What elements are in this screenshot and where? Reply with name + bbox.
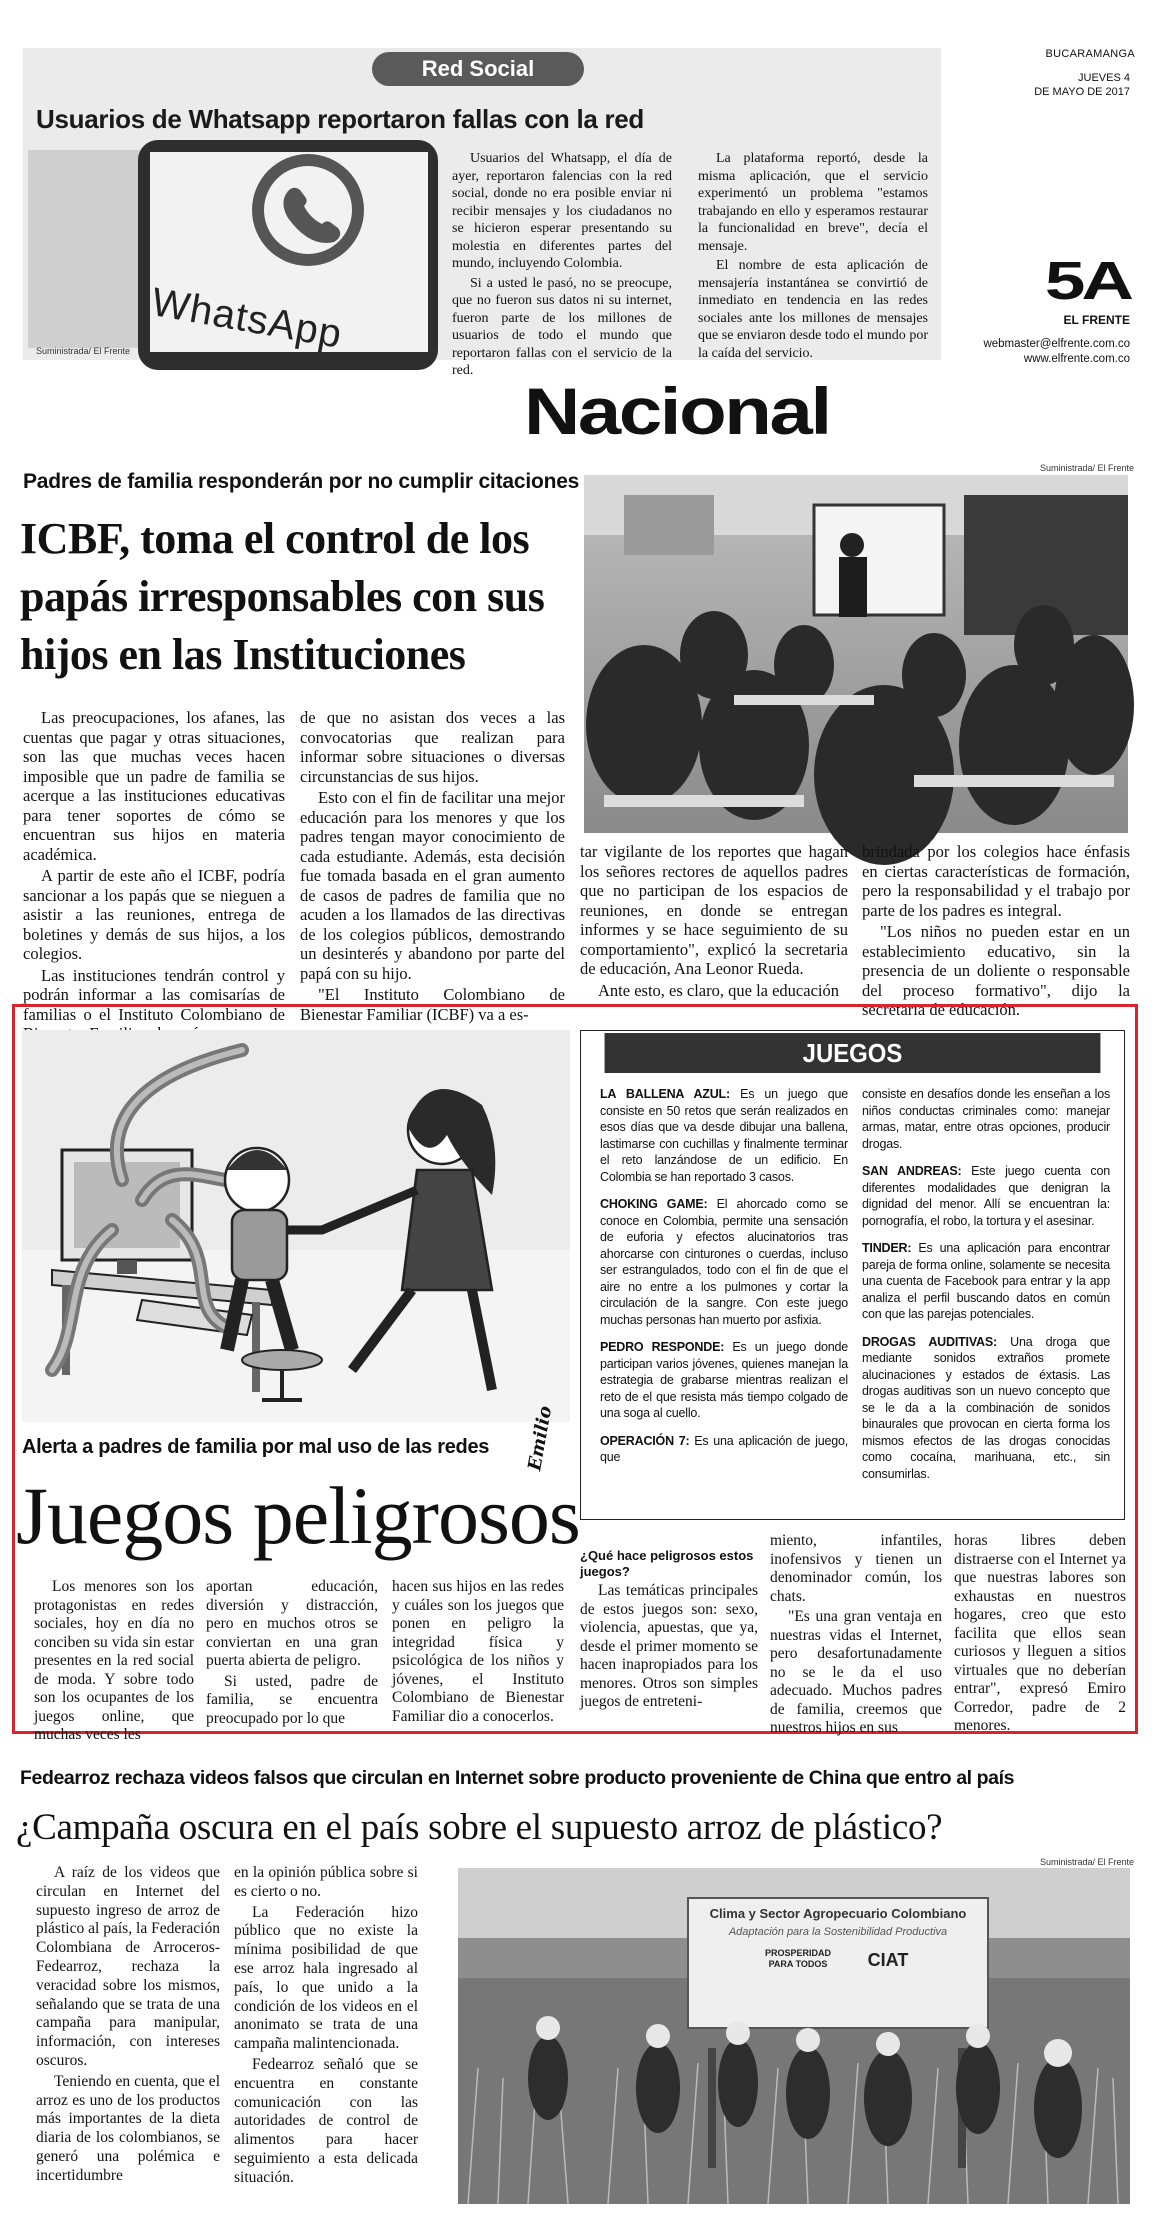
juegos-box-title: JUEGOS [605, 1033, 1101, 1073]
paragraph: brindada por los colegios hace énfasis en ciertas características de formación, pero la responsabilidad y el trabajo por parte de los padres es integral. [862, 842, 1130, 920]
juegos-col5 [770, 1532, 942, 1740]
paragraph: Fedearroz señaló que se encuentra en constante comunicación con las autoridades de control de alimentos para hacer seguimiento a esta delicada situación. [234, 2055, 418, 2186]
red-social-headline: Usuarios de Whatsapp reportaron fallas con la red [36, 104, 645, 134]
arroz-headline: ¿Campaña oscura en el país sobre el supuesto arroz de plástico? [16, 1807, 943, 1848]
arroz-kicker: Fedearroz rechaza videos falsos que circulan en Internet sobre producto proveniente de China que entro al país [20, 1767, 1015, 1789]
icbf-col1 [23, 708, 285, 1046]
juegos-box-left-col [600, 1086, 848, 1477]
header-email: webmaster@elfrente.com.co [983, 338, 1130, 350]
juegos-headline: Juegos peligrosos [16, 1470, 580, 1561]
cartoon-signature: Emilio [523, 1404, 556, 1473]
game-entry: LA BALLENA AZUL: Es un juego que consiste en 50 retos que serán realizados en esos días que va desde dibujar una ballena, lastimarse con cuchillas y finalmente terminar el reto lanzándose de un edificio. En Colombia se han reportado 3 casos. [600, 1087, 848, 1184]
paragraph: Las instituciones tendrán control y podrán informar a las comisarías de familias o el Instituto Colombiano de [23, 965, 285, 1024]
game-entry: DROGAS AUDITIVAS: Una droga que mediante sonidos extraños promete alucinaciones y estados de éxtasis. Las drogas auditivas son un nuevo concepto que se le da a la combinación de sonidos binaurales que provocan en cierta forma los mismos efectos de las drogas conocidas como cocaína, marihuana, etc., sin consumirlas. [862, 1334, 1110, 1481]
paragraph: Las preocupaciones, los afanes, las cuentas que pagar y otras situaciones, son las que muchas veces hacen imposible que un padre de familia se acerque a las instituciones educativas para tener soportes de cómo se encuentran sus hijos en materia académica. [23, 708, 285, 864]
paragraph: A raíz de los videos que circulan en Internet del supuesto ingreso de arroz de plástico al país, la Federación Colombiana de Arroceros-Fedearroz, rechaza la veracidad sobre los mismos, señalando que se trata de una campaña para manipular, información, con intereses oscuros. [36, 1864, 220, 2069]
game-entry: PEDRO RESPONDE: Es un juego donde participan varios jóvenes, quienes manejan la estrategia de grabarse mientras realizan el reto de el que resista más tiempo colgado de una soga al cuello. [600, 1340, 848, 1420]
paragraph: Las temáticas principales de estos juegos son: sexo, violencia, apuestas, que ya, desde el primer momento se hacen inapropiados para los menores. Otros son simples juegos de entreteni- [580, 1582, 758, 1710]
header-website: www.elfrente.com.co [1023, 353, 1130, 365]
whatsapp-photo-credit: Suministrada/ El Frente [36, 346, 131, 356]
juegos-col6 [954, 1532, 1126, 1738]
paragraph: Teniendo en cuenta, que el arroz es uno de los productos más importantes de la dieta diaria de los colombianos, se generó una polémica e incertidumbre [36, 2072, 220, 2184]
paragraph: Los menores son los protagonistas en redes sociales, hoy en día no conciben su vida sin estar presentes en la red social de moda. Y sobre todo son los ocupantes de los juegos online, que muchas veces les [34, 1578, 194, 1743]
red-social-tag: Red Social [372, 52, 584, 86]
icbf-col3 [580, 842, 848, 1002]
icbf-col4 [862, 842, 1130, 1022]
whatsapp-photo-text: WhatsApp [148, 280, 346, 357]
paragraph: La Federación hizo público que no existe la mínima posibilidad de que ese arroz hala ingresado al país, lo que unido a la condición de los videos en el anonimato se trata de una campaña malintencionada. [234, 1903, 418, 2053]
section-title: Nacional [524, 374, 830, 448]
game-entry: TINDER: Es una aplicación para encontrar pareja de forma online, solamente se necesita una cuenta de Facebook para entrar y la app analiza el perfil buscando datos en común con que las parejas potenciales. [862, 1241, 1110, 1321]
paragraph: miento, infantiles, inofensivos y tienen un denominador común, los chats. [770, 1532, 942, 1605]
page-number: 5A [1044, 251, 1130, 311]
banner-subtitle: Adaptación para la Sostenibilidad Productiva [728, 1926, 948, 1938]
banner-logo-prosperidad: PROSPERIDAD PARA TODOS [764, 1948, 831, 1969]
paragraph: aportan educación, diversión y distracción, pero en muchos otros se conviertan en una gran puerta abierta de peligro. [206, 1578, 378, 1669]
icbf-headline: ICBF, toma el control de los papás irresponsables con sus hijos en las Instituciones [20, 514, 545, 679]
paragraph: de que no asistan dos veces a las convocatorias que realizan para informar sobre situaciones o diversas circunstancias de sus hijos. [300, 708, 565, 786]
paragraph: "Es una gran ventaja en nuestras vidas el Internet, pero desafortunadamente no se le da el uso adecuado. Muchos padres de familia, creemos que nuestros hijos en sus [770, 1608, 942, 1736]
header-date-line1: JUEVES 4 [1078, 72, 1130, 84]
header-city: BUCARAMANGA [1045, 48, 1135, 60]
juegos-kicker: Alerta a padres de familia por mal uso de las redes [22, 1436, 490, 1458]
icbf-photo-credit: Suministrada/ El Frente [1040, 463, 1135, 473]
red-social-col2 [698, 150, 928, 364]
red-social-col1 [452, 150, 672, 382]
paragraph: horas libres deben distraerse con el Internet ya que nuestras labores son exhaustas en nuestros hogares, creo que esto facilita que ellos sean curiosos y lleguen a sitios virtuales que no deberían entrar", expresó Emiro Corredor, padre de 2 menores. [954, 1532, 1126, 1734]
icbf-kicker: Padres de familia responderán por no cumplir citaciones [23, 470, 580, 493]
juegos-col4-subhead: ¿Qué hace peligrosos estos juegos? [580, 1548, 754, 1579]
game-entry: consiste en desafíos donde les enseñan a los niños conductas criminales como: manejar armas, matar, entre otras opciones, producir drogas. [862, 1087, 1110, 1151]
field-photo [458, 1868, 1130, 2204]
arroz-photo-credit: Suministrada/ El Frente [1040, 1857, 1135, 1867]
paragraph: "Los niños no pueden estar en un establecimiento educativo, sin la presencia de un doliente o responsable del proceso formativo", dijo la secretaria de educación. [862, 922, 1130, 1019]
paragraph: Usuarios del Whatsapp, el día de ayer, reportaron falencias con la red social, donde no era posible enviar ni recibir mensajes y los ciudadanos no se hicieron esperar presentando su molestia en diferentes partes del mundo, incluyendo Colombia. [452, 151, 672, 271]
icbf-col2 [300, 708, 565, 1026]
paragraph: Ante esto, es claro, que la educación [598, 980, 839, 1000]
arroz-col1 [36, 1864, 220, 2188]
header-date-line2: DE MAYO DE 2017 [1034, 86, 1130, 98]
banner-logo-ciat: CIAT [867, 1950, 909, 1970]
paragraph: "El Instituto Colombiano de Bienestar Familiar (ICBF) va a es- [300, 985, 565, 1024]
arroz-col2 [234, 1864, 418, 2190]
classroom-photo [584, 475, 1128, 833]
game-entry: SAN ANDREAS: Este juego cuenta con diferentes modalidades que denigran la dignidad del menor. Allí se encuentran la: pornografía, el robo, la tortura y el asesinar. [862, 1164, 1110, 1228]
paragraph: A partir de este año el ICBF, podría sancionar a los papás que se nieguen a asistir a las reuniones, entrega de boletines y demás de sus hijos, a los colegios. [23, 866, 285, 963]
game-entry: OPERACIÓN 7: Es una aplicación de juego, que [600, 1433, 848, 1464]
juegos-box-right-col [862, 1086, 1110, 1493]
header-brand: EL FRENTE [1063, 313, 1130, 327]
paragraph: La plataforma reportó, desde la misma aplicación, que el servicio experimentó un problema "estamos trabajando en ello y esperamos restaurar la funcionalidad en breve", decía el mensaje. [698, 151, 928, 254]
paragraph: tar vigilante de los reportes que hagan los señores rectores de aquellos padres que no participan de los espacios de reuniones, en donde se entregan informes y se hace seguimiento de su comportamiento", explicó la secretaria de educación, Ana Leonor Rueda. [580, 842, 848, 978]
paragraph: Si usted, padre de familia, se encuentra preocupado por lo que [206, 1672, 378, 1727]
juegos-col1 [34, 1578, 194, 1747]
juegos-col4 [580, 1582, 758, 1714]
banner-title: Clima y Sector Agropecuario Colombiano [709, 1906, 967, 1921]
juegos-col2 [206, 1578, 378, 1730]
paragraph: en la opinión pública sobre si es cierto o no. [234, 1864, 418, 1900]
paragraph: Si a usted le pasó, no se preocupe, que no fueron sus datos ni su internet, fueron parte de los millones de usuarios de todo el mundo que reportaron fallas con el servicio de la red. [452, 275, 672, 378]
paragraph: Esto con el fin de facilitar una mejor educación para los menores y que los padres tengan mayor conocimiento de cada estudiante. Además, esta decisión fue tomada basada en el gran aumento de casos de padres de familia que no acuden a los llamados de las directivas de los colegios públicos, demostrando un desinterés y abandono por parte del papá con su hijo. [300, 788, 565, 983]
paragraph: El nombre de esta aplicación de mensajería instantánea se convirtió de inmediato en tendencia en las redes sociales ante los millones de mensajes que se enviaron desde todo el mundo por la caída del servicio. [698, 258, 928, 361]
juegos-col3 [392, 1578, 564, 1728]
paragraph: hacen sus hijos en las redes y cuáles son los juegos que ponen en peligro la integridad física y psicológica de los niños y jóvenes, el Instituto Colombiano de Bienestar Familiar dio a conocerlos. [392, 1578, 564, 1725]
game-entry: CHOKING GAME: El ahorcado como se conoce en Colombia, permite una sensación de euforia y efectos alucinatorios tras ahorcarse con cinturones o cuerdas, incluso ser estrangulados, todo con el fin de que el aire no entre a los pulmones y cortar la circulación de la sangre. Con este juego muchas personas han muerto por asfixia. [600, 1197, 848, 1327]
